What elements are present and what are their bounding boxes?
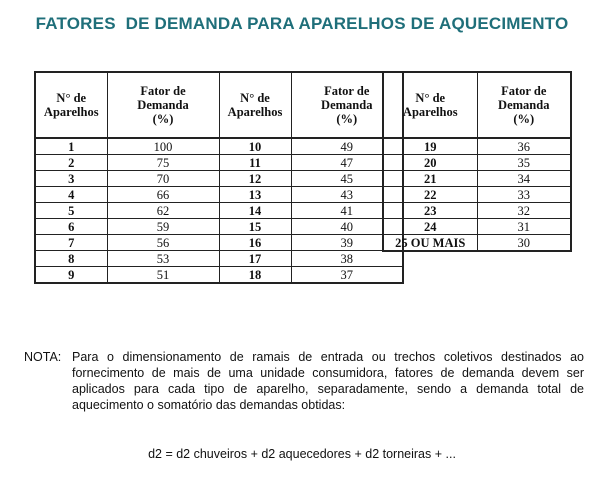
header-text: Fator de <box>140 84 186 98</box>
table-row <box>383 219 571 235</box>
cell-aparelhos: 3 <box>35 171 107 187</box>
header-fator-3 <box>477 72 571 138</box>
cell-fator: 53 <box>107 251 219 267</box>
table-row <box>35 138 403 155</box>
note-text: Para o dimensionamento de ramais de entrada ou trechos coletivos destinados ao fornecimento de mais de uma unidade consumidora, fatores de demanda devem ser aplicados para cada tipo de aparelho, separadamente, sendo a demanda total de aquecimento o somatório das demandas obtidas: <box>72 350 584 412</box>
cell-fator: 62 <box>107 203 219 219</box>
cell-fator: 56 <box>107 235 219 251</box>
cell-fator: 40 <box>291 219 403 235</box>
cell-aparelhos: 18 <box>219 267 291 284</box>
cell-fator: 47 <box>291 155 403 171</box>
cell-aparelhos: 9 <box>35 267 107 284</box>
table-row <box>35 203 403 219</box>
cell-aparelhos: 16 <box>219 235 291 251</box>
cell-aparelhos: 20 <box>383 155 477 171</box>
cell-aparelhos: 5 <box>35 203 107 219</box>
header-text: Demanda <box>498 98 550 112</box>
cell-aparelhos: 7 <box>35 235 107 251</box>
cell-fator: 36 <box>477 138 571 155</box>
demand-formula: d2 = d2 chuveiros + d2 aquecedores + d2 torneiras + ... <box>148 447 456 461</box>
table-row <box>383 138 571 155</box>
cell-fator: 75 <box>107 155 219 171</box>
header-text: N° de <box>240 91 270 105</box>
table-row <box>35 251 403 267</box>
header-aparelhos-2 <box>219 72 291 138</box>
table-row <box>35 171 403 187</box>
cell-fator: 59 <box>107 219 219 235</box>
demand-factor-table-right <box>382 71 572 252</box>
cell-fator: 37 <box>291 267 403 284</box>
cell-fator: 31 <box>477 219 571 235</box>
header-text: (%) <box>336 112 358 126</box>
cell-fator: 33 <box>477 187 571 203</box>
cell-aparelhos: 24 <box>383 219 477 235</box>
cell-fator: 39 <box>291 235 403 251</box>
cell-aparelhos: 4 <box>35 187 107 203</box>
cell-fator: 45 <box>291 171 403 187</box>
table-row <box>35 155 403 171</box>
cell-fator: 38 <box>291 251 403 267</box>
cell-aparelhos: 8 <box>35 251 107 267</box>
header-aparelhos-3 <box>383 72 477 138</box>
header-text: Aparelhos <box>227 105 283 119</box>
cell-fator: 51 <box>107 267 219 284</box>
cell-fator: 30 <box>477 235 571 252</box>
cell-aparelhos: 23 <box>383 203 477 219</box>
cell-fator: 35 <box>477 155 571 171</box>
cell-fator: 41 <box>291 203 403 219</box>
table-row <box>383 187 571 203</box>
header-text: Aparelhos <box>43 105 99 119</box>
table-row <box>383 171 571 187</box>
header-aparelhos-1 <box>35 72 107 138</box>
header-text: Demanda <box>321 98 373 112</box>
table-row <box>35 187 403 203</box>
cell-aparelhos: 14 <box>219 203 291 219</box>
cell-aparelhos: 15 <box>219 219 291 235</box>
cell-aparelhos: 17 <box>219 251 291 267</box>
cell-fator: 32 <box>477 203 571 219</box>
table-row <box>35 235 403 251</box>
cell-aparelhos: 6 <box>35 219 107 235</box>
cell-aparelhos: 11 <box>219 155 291 171</box>
cell-aparelhos: 12 <box>219 171 291 187</box>
cell-aparelhos: 2 <box>35 155 107 171</box>
header-text: N° de <box>415 91 446 105</box>
cell-aparelhos: 21 <box>383 171 477 187</box>
cell-fator: 100 <box>107 138 219 155</box>
cell-aparelhos: 13 <box>219 187 291 203</box>
cell-aparelhos: 10 <box>219 138 291 155</box>
header-text: (%) <box>152 112 174 126</box>
header-text: Fator de <box>324 84 370 98</box>
cell-fator: 43 <box>291 187 403 203</box>
cell-fator: 49 <box>291 138 403 155</box>
cell-fator: 70 <box>107 171 219 187</box>
header-fator-1 <box>107 72 219 138</box>
note-label: NOTA: <box>24 350 62 364</box>
demand-factor-table-left <box>34 71 404 284</box>
cell-aparelhos: 22 <box>383 187 477 203</box>
header-text: (%) <box>513 112 535 126</box>
header-text: Demanda <box>137 98 189 112</box>
page-title: FATORES DE DEMANDA PARA APARELHOS DE AQUECIMENTO <box>35 14 569 33</box>
note-block <box>24 349 584 413</box>
header-text: Aparelhos <box>402 105 458 119</box>
table-row <box>383 235 571 252</box>
header-text: Fator de <box>501 84 547 98</box>
table-row <box>35 219 403 235</box>
table-row <box>35 267 403 284</box>
cell-aparelhos: 19 <box>383 138 477 155</box>
cell-aparelhos: 25 OU MAIS <box>383 235 477 252</box>
table-row <box>383 203 571 219</box>
cell-fator: 34 <box>477 171 571 187</box>
header-text: N° de <box>56 91 87 105</box>
cell-aparelhos: 1 <box>35 138 107 155</box>
cell-fator: 66 <box>107 187 219 203</box>
table-row <box>383 155 571 171</box>
